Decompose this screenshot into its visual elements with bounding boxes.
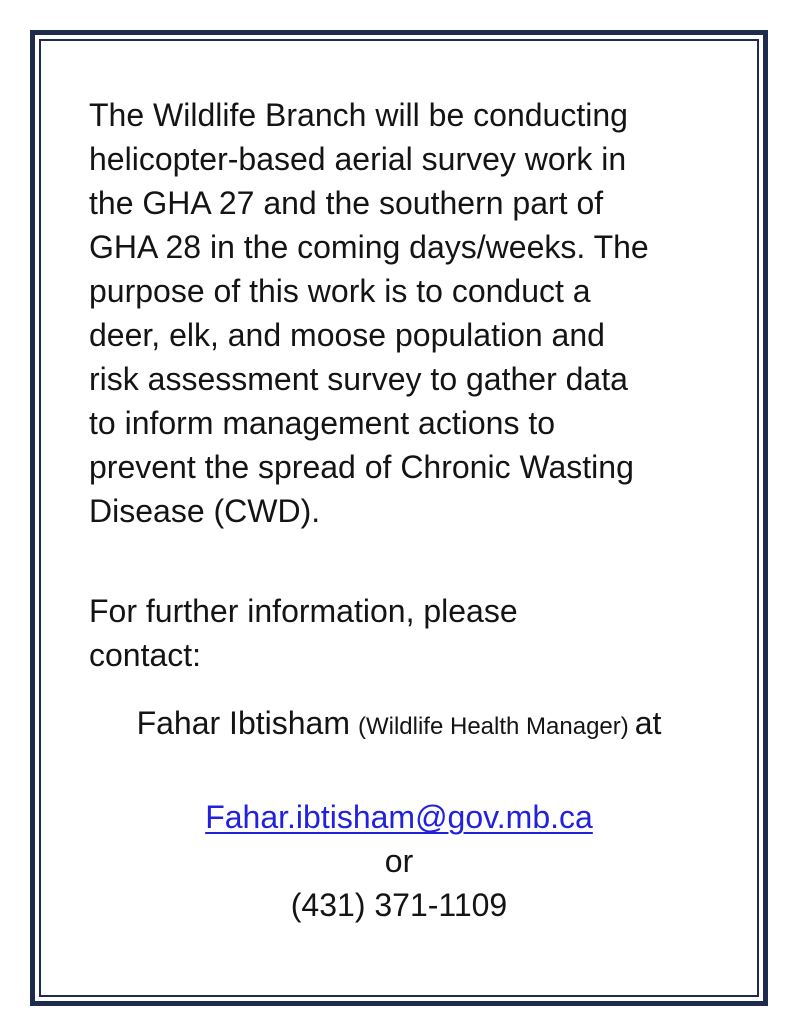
intro-line: GHA 28 in the coming days/weeks. The xyxy=(89,229,649,265)
contact-intro-line: contact: xyxy=(89,637,202,673)
intro-line: purpose of this work is to conduct a xyxy=(89,273,591,309)
contact-intro-line: For further information, please xyxy=(89,593,518,629)
notice-double-border-frame xyxy=(30,30,768,1006)
intro-line: Disease (CWD). xyxy=(89,493,321,529)
contact-name-line xyxy=(81,701,717,745)
notice-inner-border xyxy=(39,39,759,997)
contact-intro-paragraph xyxy=(89,589,701,677)
intro-line: The Wildlife Branch will be conducting xyxy=(89,97,628,133)
contact-details-block xyxy=(81,795,717,927)
intro-line: helicopter-based aerial survey work in xyxy=(89,141,627,177)
intro-line: risk assessment survey to gather data xyxy=(89,361,628,397)
intro-line: to inform management actions to xyxy=(89,405,556,441)
email-line xyxy=(81,795,717,839)
intro-line: prevent the spread of Chronic Wasting xyxy=(89,449,634,485)
notice-content xyxy=(41,41,757,927)
intro-line: the GHA 27 and the southern part of xyxy=(89,185,604,221)
email-link[interactable]: Fahar.ibtisham@gov.mb.ca xyxy=(205,799,593,835)
intro-paragraph xyxy=(89,93,701,533)
phone-number: (431) 371-1109 xyxy=(290,887,508,923)
contact-suffix: at xyxy=(634,705,662,741)
contact-name: Fahar Ibtisham xyxy=(136,705,350,741)
conjunction-line: or xyxy=(384,843,414,879)
contact-role: (Wildlife Health Manager) xyxy=(357,713,629,740)
intro-line: deer, elk, and moose population and xyxy=(89,317,605,353)
